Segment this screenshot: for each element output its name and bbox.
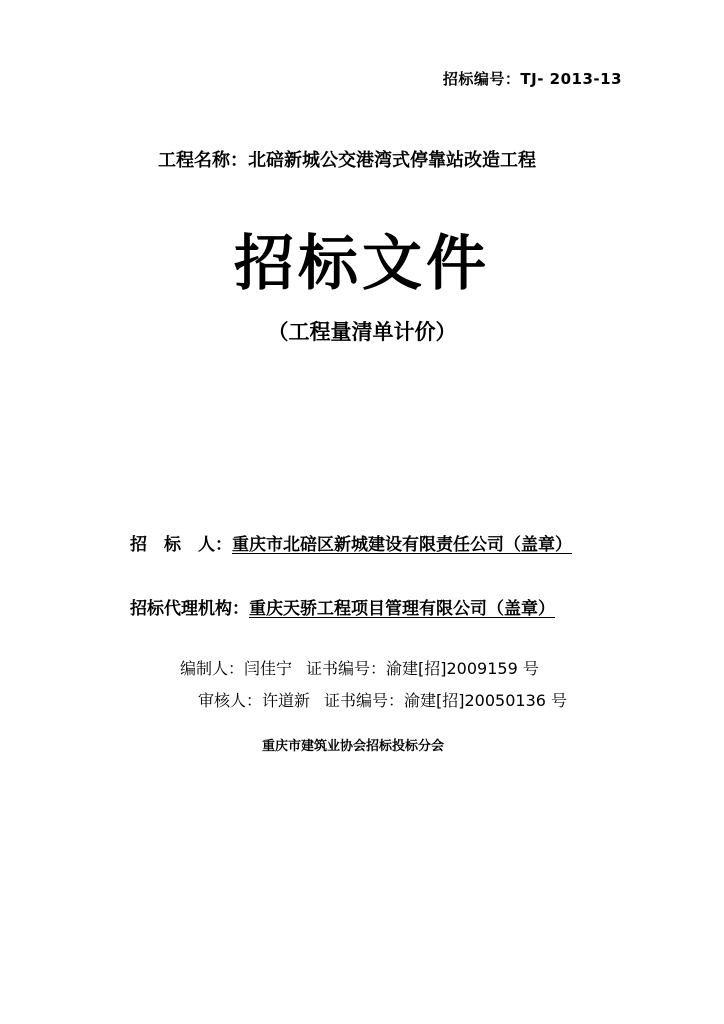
tenderer-row xyxy=(130,530,572,555)
document-subtitle: （工程量清单计价） xyxy=(267,320,457,344)
editor-row xyxy=(180,656,539,679)
reviewer-cert: 证书编号：渝建[招]20050136 号 xyxy=(324,691,568,710)
agency-value: 重庆天骄工程项目管理有限公司（盖章） xyxy=(249,599,555,619)
tenderer-value: 重庆市北碚区新城建设有限责任公司（盖章） xyxy=(232,535,572,555)
tender-number: 招标编号：TJ- 2013-13 xyxy=(442,70,622,88)
project-name: 工程名称：北碚新城公交港湾式停靠站改造工程 xyxy=(158,150,536,171)
editor-label: 编制人：闫佳宁 xyxy=(180,659,293,678)
reviewer-label: 审核人：许道新 xyxy=(198,691,311,710)
agency-label: 招标代理机构： xyxy=(130,599,249,619)
tenderer-label: 招 标 人： xyxy=(130,535,232,555)
issuing-organization: 重庆市建筑业协会招标投标分会 xyxy=(262,739,445,754)
reviewer-row xyxy=(198,688,567,711)
editor-cert: 证书编号：渝建[招]2009159 号 xyxy=(306,659,539,678)
agency-row xyxy=(130,594,555,619)
document-title: 招标文件 xyxy=(234,229,490,299)
